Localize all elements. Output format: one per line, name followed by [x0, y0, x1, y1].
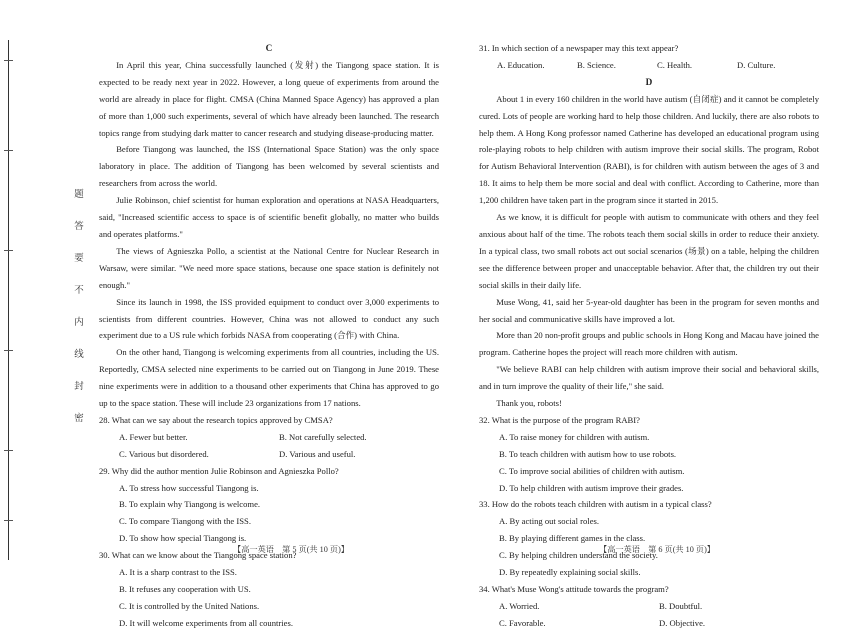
option-c: C. To improve social abilities of children with autism. — [499, 465, 685, 476]
passage-d-heading: D — [645, 76, 653, 87]
question-stem: 32. What is the purpose of the program RABI? — [479, 414, 640, 425]
binding-tick — [4, 150, 13, 151]
option-a: A. Worried. — [499, 600, 540, 611]
option-a: A. To raise money for children with autism. — [499, 431, 650, 442]
option-c: C. To compare Tiangong with the ISS. — [119, 516, 251, 527]
option-b: B. Not carefully selected. — [279, 431, 367, 442]
option-d: D. To help children with autism improve their grades. — [499, 482, 684, 493]
left-column — [99, 40, 439, 632]
warning-char: 密 — [74, 414, 84, 424]
option-b: B. By playing different games in the class. — [499, 533, 646, 544]
option-a: A. By acting out social roles. — [499, 516, 600, 527]
warning-char: 不 — [74, 286, 84, 296]
question-stem: 33. How do the robots teach children with autism in a typical class? — [479, 499, 712, 510]
question-stem: 34. What's Muse Wong's attitude towards the program? — [479, 584, 669, 594]
page-footer-left: 【高一英语 第 5 页(共 10 页)】 — [233, 545, 349, 554]
passage-paragraph: Julie Robinson, chief scientist for human exploration and operations at NASA Headquarters, said, "Increased scientific access to space is of scientific benefit globally, no matter who builds and operates platforms." — [99, 195, 439, 239]
option-d: D. Objective. — [659, 617, 706, 628]
option-a: A. Education. — [497, 59, 545, 70]
binding-tick — [4, 450, 13, 451]
option-a: A. Fewer but better. — [119, 431, 188, 442]
question-33 — [479, 496, 819, 581]
option-c: C. Favorable. — [499, 617, 546, 628]
passage-paragraph: Muse Wong, 41, said her 5-year-old daughter has been in the program for seven months and her social and communicative skills have improved a lot. — [479, 296, 819, 324]
option-d: D. Various and useful. — [279, 448, 356, 459]
passage-paragraph: Before Tiangong was launched, the ISS (International Space Station) was the only space laboratory in place. The addition of Tiangong has been welcomed by several scientists and researchers from across the world. — [99, 144, 439, 189]
option-b: B. Doubtful. — [659, 600, 703, 611]
option-d: D. By repeatedly explaining social skills. — [499, 567, 641, 578]
binding-line — [8, 40, 9, 560]
warning-char: 内 — [74, 318, 84, 328]
right-column — [479, 40, 819, 632]
warning-char: 要 — [74, 254, 84, 264]
binding-tick — [4, 250, 13, 251]
question-30 — [99, 547, 439, 632]
option-row — [99, 429, 439, 446]
option-c: C. Various but disordered. — [119, 448, 209, 459]
passage-paragraph: "We believe RABI can help children with autism improve their social and behavioral skills, and in turn improve the quality of their life," she said. — [479, 364, 819, 392]
option-b: B. To explain why Tiangong is welcome. — [119, 499, 261, 510]
binding-tick — [4, 350, 13, 351]
question-34 — [479, 581, 819, 632]
option-c: C. It is controlled by the United Nations. — [119, 600, 260, 611]
passage-paragraph: Since its launch in 1998, the ISS provided equipment to conduct over 3,000 experiments to scientists from different countries. However, China was not allowed to conduct any such experiment due to a US rule which forbids NASA from cooperating (合作) with China. — [99, 296, 439, 341]
question-stem: 31. In which section of a newspaper may this text appear? — [479, 43, 679, 53]
passage-paragraph: On the other hand, Tiangong is welcoming experiments from all countries, including the US. Reportedly, CMSA selected nine experiments to be carried out on Tiangong in June 2019. These nine experiments were in addition to a thousand other experiments that China has approved to go up to the space station. These will include 23 organizations from 17 nations. — [99, 347, 439, 409]
warning-char: 封 — [74, 382, 84, 392]
option-row — [99, 446, 439, 463]
option-d: D. Culture. — [737, 59, 776, 70]
question-stem: 30. What can we know about the Tiangong space station? — [99, 550, 297, 561]
question-28 — [99, 412, 439, 463]
passage-paragraph: The views of Agnieszka Pollo, a scientist at the National Centre for Nuclear Research in Warsaw, were similar. "We need more space stations, because one space station is definitely not enough." — [99, 245, 439, 290]
option-a: A. It is a sharp contrast to the ISS. — [119, 567, 237, 578]
option-b: B. To teach children with autism how to use robots. — [499, 448, 677, 459]
passage-paragraph: More than 20 non-profit groups and public schools in Hong Kong and Macau have joined the program. Catherine hopes the project will reach more children with autism. — [479, 330, 819, 358]
binding-warning-text — [71, 190, 87, 446]
passage-paragraph: Thank you, robots! — [496, 398, 562, 409]
question-stem: 28. What can we say about the research topics approved by CMSA? — [99, 414, 333, 425]
binding-margin — [0, 0, 100, 587]
passage-paragraph: As we know, it is difficult for people with autism to communicate with others and they feel anxious about half of the time. The robots teach them social skills in order to reduce their anxiety. In a typical class, two small robots act out social scenarios (场景) on a table, helping the children see the difference between proper and unacceptable behavior. After that, the children try out their social skills in their daily life. — [479, 212, 819, 290]
passage-c-body — [99, 57, 439, 412]
question-31 — [479, 40, 819, 74]
option-row — [479, 57, 819, 74]
warning-char: 题 — [74, 190, 84, 200]
option-d: D. To show how special Tiangong is. — [119, 533, 247, 544]
warning-char: 线 — [74, 350, 84, 360]
question-32 — [479, 412, 819, 497]
option-b: B. It refuses any cooperation with US. — [119, 584, 251, 594]
option-row — [479, 615, 819, 632]
page-footer-right: 【高一英语 第 6 页(共 10 页)】 — [599, 545, 715, 554]
question-stem: 29. Why did the author mention Julie Robinson and Agnieszka Pollo? — [99, 465, 339, 476]
option-c: C. By helping children understand the society. — [499, 550, 658, 561]
passage-paragraph: In April this year, China successfully launched (发射) the Tiangong space station. It is expected to be ready next year in 2022. However, a long queue of experiments from around the world are already in place for flight. CMSA (China Manned Space Agency) has approved a plan of more than 1,000 such experiments, several of which have already been launched. The research topics range from studying dark matter to cancer research and studying disease-producing matter. — [99, 59, 439, 138]
binding-tick — [4, 60, 13, 61]
warning-char: 答 — [74, 222, 84, 232]
option-d: D. It will welcome experiments from all countries. — [119, 617, 293, 628]
option-row — [479, 598, 819, 615]
question-29 — [99, 463, 439, 548]
passage-c-heading: C — [265, 43, 273, 53]
option-b: B. Science. — [577, 59, 616, 70]
passage-paragraph: About 1 in every 160 children in the world have autism (自闭症) and it cannot be completely cured. Lots of people are working hard to help those children. And luckily, there are also robots to help them. A Hong Kong professor named Catherine has developed an educational program using role-playing robots to help children with autism improve their social skills. The program, Robot for Autism Behavioral Intervention (RABI), is for children with autism between the ages of 3 and 18. It aims to help them be more social and deal with conflict. According to Catherine, more than 1,200 children have taken part in the program since it started in 2015. — [479, 93, 819, 206]
passage-d-body — [479, 91, 819, 412]
option-c: C. Health. — [657, 59, 693, 70]
option-a: A. To stress how successful Tiangong is. — [119, 482, 259, 493]
binding-tick — [4, 520, 13, 521]
